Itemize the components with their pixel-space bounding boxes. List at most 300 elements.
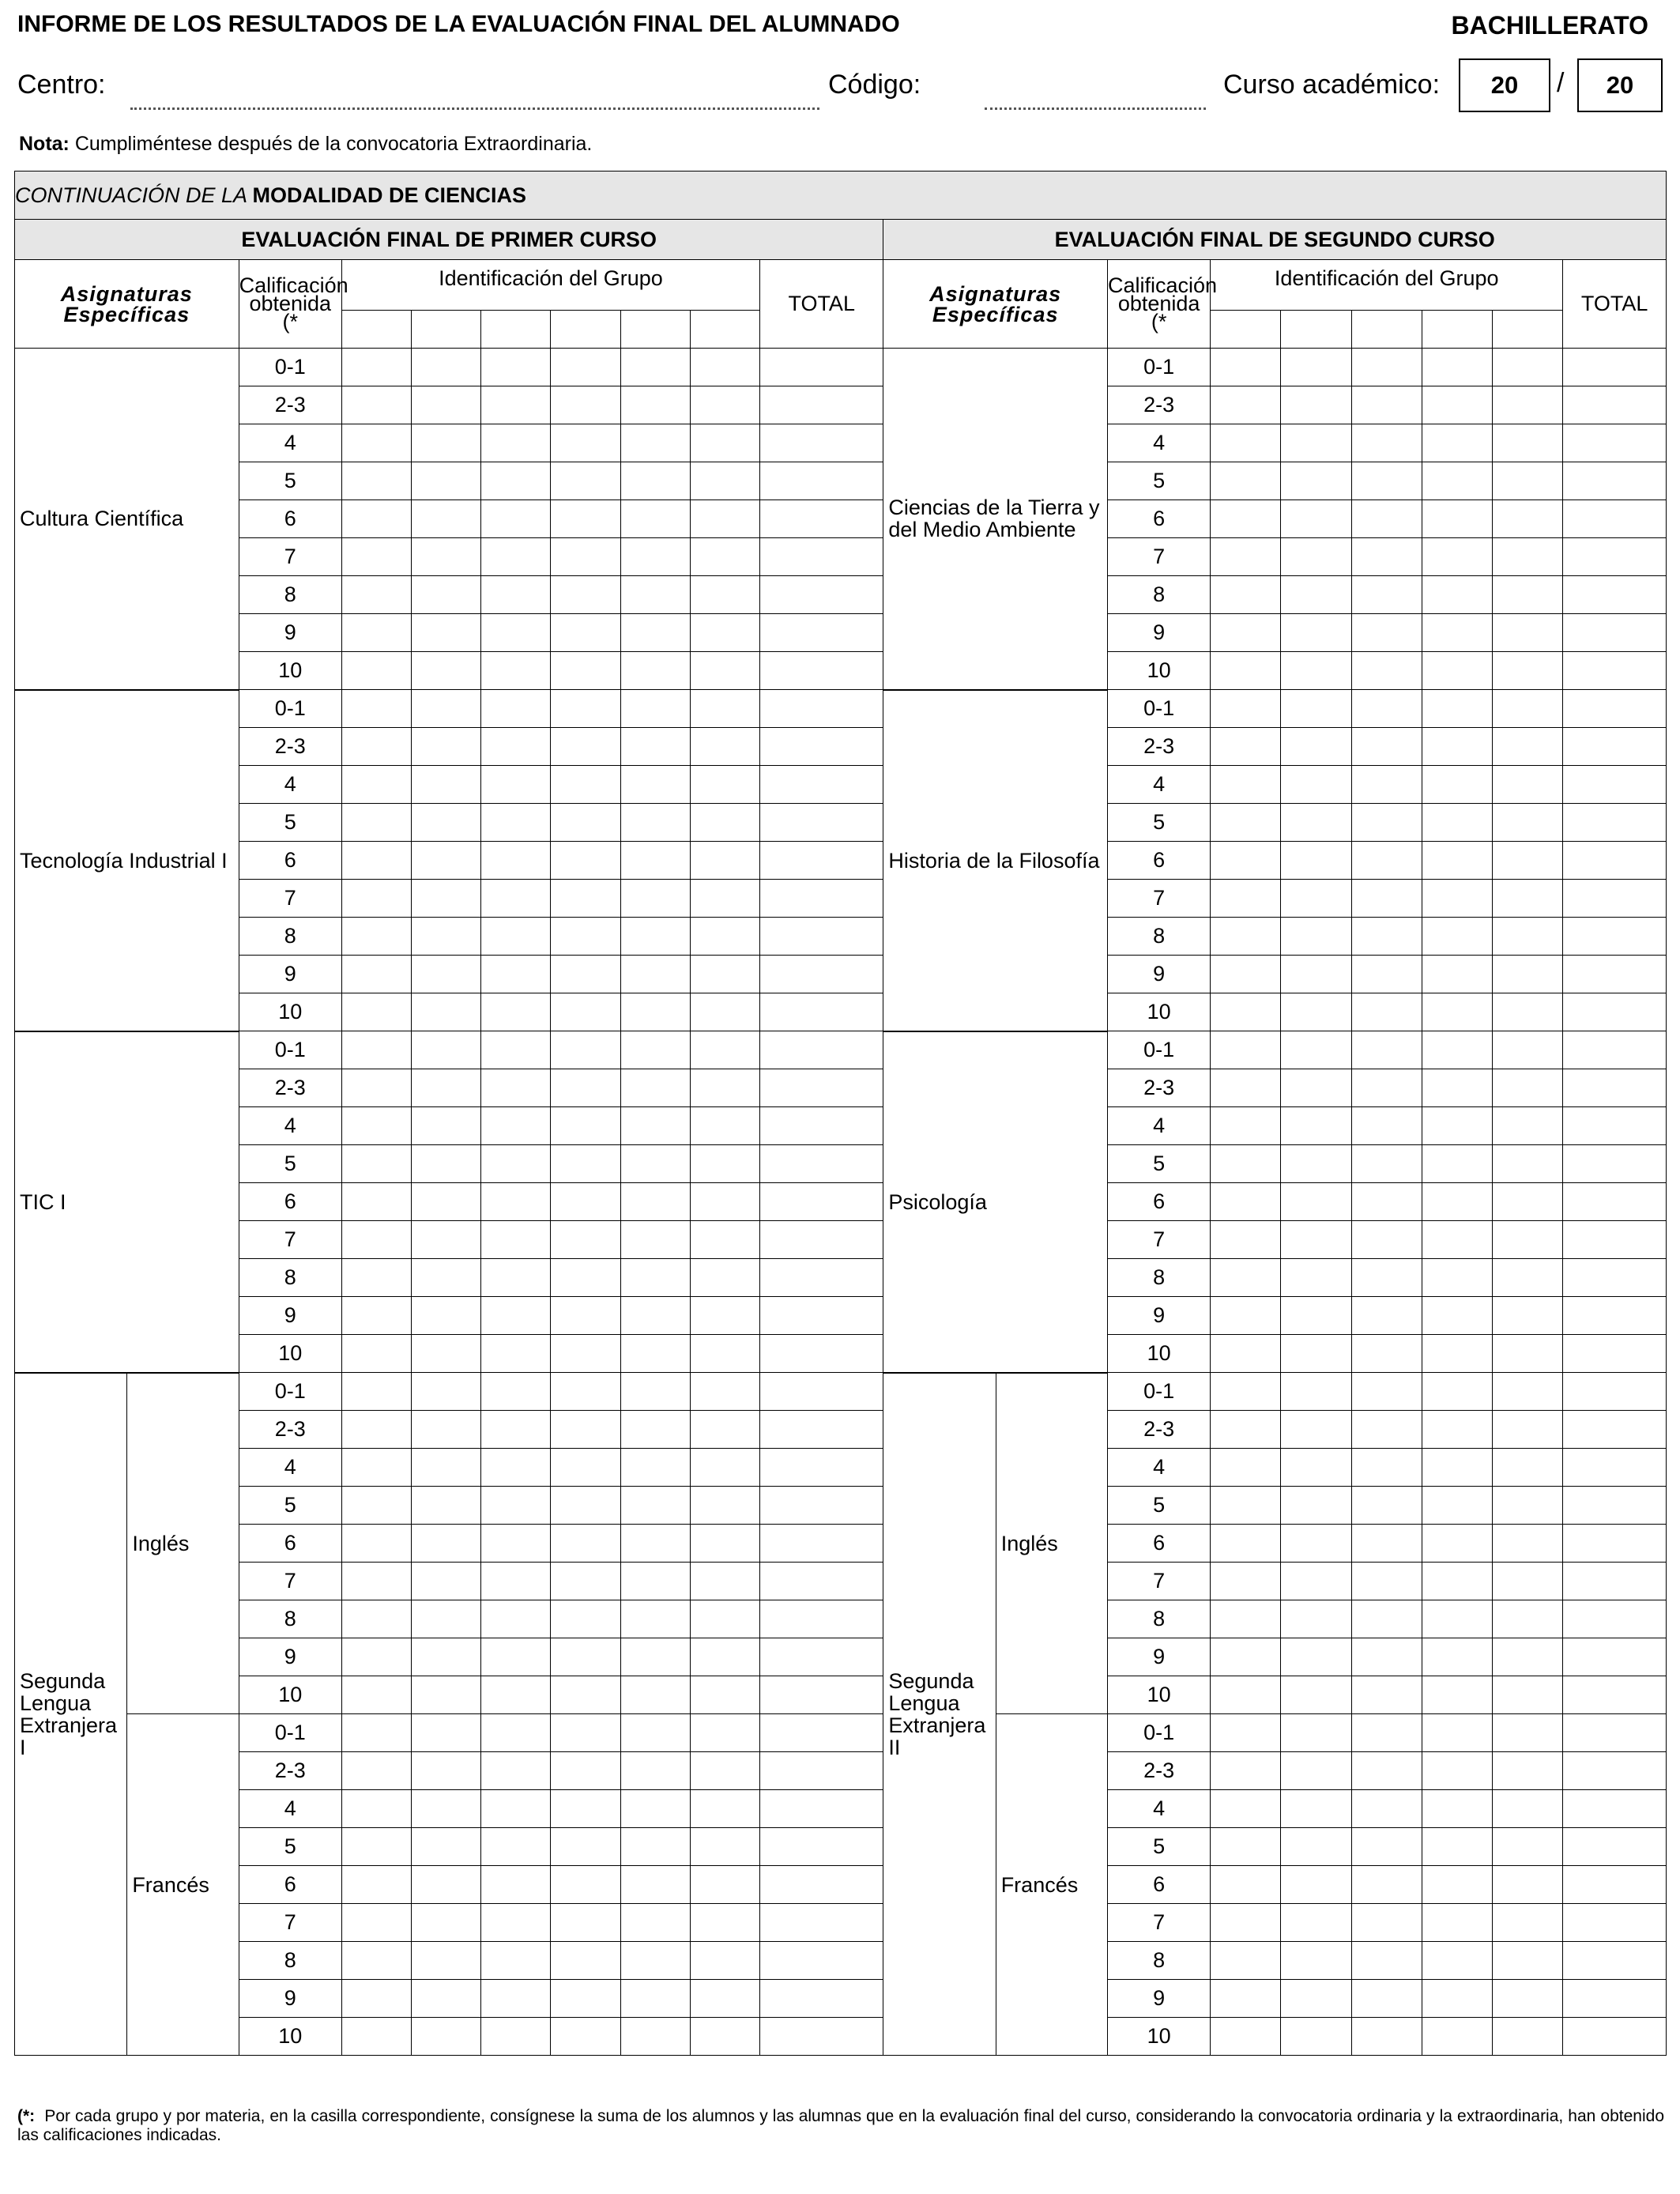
grupo-cell-left[interactable] xyxy=(551,1069,620,1107)
grupo-cell-left[interactable] xyxy=(481,1828,551,1866)
grupo-cell-left[interactable] xyxy=(620,1828,690,1866)
grupo-cell-left[interactable] xyxy=(551,918,620,956)
grupo-cell-right[interactable] xyxy=(1351,1866,1422,1904)
grupo-cell-left[interactable] xyxy=(620,1221,690,1259)
grupo-cell-left[interactable] xyxy=(690,462,759,500)
grupo-cell-right[interactable] xyxy=(1422,918,1492,956)
grupo-cell-left[interactable] xyxy=(341,538,411,576)
grupo-cell-left[interactable] xyxy=(551,1259,620,1297)
grupo-cell-right[interactable] xyxy=(1211,1563,1281,1600)
grupo-cell-left[interactable] xyxy=(341,1335,411,1373)
grupo-cell-left[interactable] xyxy=(341,386,411,424)
grupo-cell-left[interactable] xyxy=(481,1145,551,1183)
grupo-cell-right[interactable] xyxy=(1493,1904,1563,1942)
grupo-col[interactable] xyxy=(690,311,759,349)
grupo-cell-left[interactable] xyxy=(341,804,411,842)
grupo-cell-right[interactable] xyxy=(1351,576,1422,614)
grupo-cell-left[interactable] xyxy=(412,1487,481,1525)
grupo-cell-left[interactable] xyxy=(341,1145,411,1183)
grupo-cell-right[interactable] xyxy=(1351,1411,1422,1449)
grupo-cell-right[interactable] xyxy=(1493,1563,1563,1600)
grupo-cell-left[interactable] xyxy=(481,2018,551,2056)
total-cell-right[interactable] xyxy=(1563,349,1667,386)
grupo-cell-right[interactable] xyxy=(1351,1752,1422,1790)
grupo-cell-left[interactable] xyxy=(690,1107,759,1145)
grupo-cell-left[interactable] xyxy=(412,1183,481,1221)
grupo-cell-right[interactable] xyxy=(1211,1335,1281,1373)
total-cell-right[interactable] xyxy=(1563,918,1667,956)
grupo-cell-left[interactable] xyxy=(620,538,690,576)
total-cell-left[interactable] xyxy=(760,1183,883,1221)
grupo-cell-left[interactable] xyxy=(690,690,759,728)
total-cell-right[interactable] xyxy=(1563,1031,1667,1069)
grupo-cell-left[interactable] xyxy=(481,880,551,918)
grupo-cell-left[interactable] xyxy=(412,1790,481,1828)
grupo-cell-right[interactable] xyxy=(1493,500,1563,538)
grupo-cell-left[interactable] xyxy=(412,1107,481,1145)
grupo-cell-right[interactable] xyxy=(1422,1373,1492,1411)
grupo-cell-left[interactable] xyxy=(341,1411,411,1449)
total-cell-right[interactable] xyxy=(1563,1638,1667,1676)
grupo-cell-right[interactable] xyxy=(1211,349,1281,386)
grupo-cell-left[interactable] xyxy=(481,1335,551,1373)
grupo-cell-right[interactable] xyxy=(1351,1638,1422,1676)
grupo-cell-left[interactable] xyxy=(690,1676,759,1714)
grupo-cell-left[interactable] xyxy=(481,1600,551,1638)
grupo-cell-right[interactable] xyxy=(1422,1107,1492,1145)
grupo-col[interactable] xyxy=(412,311,481,349)
grupo-cell-left[interactable] xyxy=(620,500,690,538)
grupo-cell-right[interactable] xyxy=(1211,993,1281,1031)
grupo-col[interactable] xyxy=(620,311,690,349)
grupo-cell-right[interactable] xyxy=(1211,462,1281,500)
total-cell-right[interactable] xyxy=(1563,576,1667,614)
grupo-cell-left[interactable] xyxy=(412,1904,481,1942)
grupo-cell-right[interactable] xyxy=(1211,918,1281,956)
grupo-cell-right[interactable] xyxy=(1281,1259,1351,1297)
grupo-cell-right[interactable] xyxy=(1351,538,1422,576)
grupo-cell-right[interactable] xyxy=(1493,728,1563,766)
grupo-cell-right[interactable] xyxy=(1351,1525,1422,1563)
grupo-cell-left[interactable] xyxy=(620,728,690,766)
grupo-cell-right[interactable] xyxy=(1493,1752,1563,1790)
grupo-cell-left[interactable] xyxy=(690,728,759,766)
grupo-cell-left[interactable] xyxy=(341,462,411,500)
grupo-cell-right[interactable] xyxy=(1211,1942,1281,1980)
grupo-cell-right[interactable] xyxy=(1211,842,1281,880)
grupo-cell-left[interactable] xyxy=(481,349,551,386)
codigo-field[interactable] xyxy=(985,107,1206,110)
grupo-cell-left[interactable] xyxy=(620,1525,690,1563)
grupo-cell-right[interactable] xyxy=(1493,349,1563,386)
grupo-cell-left[interactable] xyxy=(341,349,411,386)
grupo-cell-right[interactable] xyxy=(1211,1297,1281,1335)
grupo-cell-left[interactable] xyxy=(551,1563,620,1600)
grupo-cell-right[interactable] xyxy=(1493,1942,1563,1980)
grupo-cell-right[interactable] xyxy=(1211,1221,1281,1259)
grupo-cell-left[interactable] xyxy=(341,576,411,614)
total-cell-left[interactable] xyxy=(760,1107,883,1145)
grupo-cell-left[interactable] xyxy=(412,1866,481,1904)
grupo-cell-right[interactable] xyxy=(1422,2018,1492,2056)
grupo-cell-right[interactable] xyxy=(1211,1411,1281,1449)
grupo-cell-left[interactable] xyxy=(620,1980,690,2018)
grupo-cell-right[interactable] xyxy=(1211,1487,1281,1525)
grupo-cell-right[interactable] xyxy=(1351,728,1422,766)
grupo-cell-left[interactable] xyxy=(620,1487,690,1525)
grupo-cell-right[interactable] xyxy=(1422,1487,1492,1525)
grupo-cell-left[interactable] xyxy=(481,386,551,424)
grupo-cell-left[interactable] xyxy=(341,1904,411,1942)
grupo-cell-left[interactable] xyxy=(620,1069,690,1107)
grupo-cell-right[interactable] xyxy=(1211,1259,1281,1297)
grupo-cell-right[interactable] xyxy=(1422,1904,1492,1942)
total-cell-right[interactable] xyxy=(1563,1449,1667,1487)
grupo-cell-right[interactable] xyxy=(1281,1487,1351,1525)
grupo-cell-left[interactable] xyxy=(690,1411,759,1449)
grupo-cell-right[interactable] xyxy=(1351,652,1422,690)
grupo-cell-left[interactable] xyxy=(551,1525,620,1563)
grupo-cell-left[interactable] xyxy=(412,993,481,1031)
grupo-cell-left[interactable] xyxy=(412,1942,481,1980)
total-cell-right[interactable] xyxy=(1563,1942,1667,1980)
grupo-cell-left[interactable] xyxy=(341,1487,411,1525)
grupo-cell-left[interactable] xyxy=(412,728,481,766)
grupo-cell-left[interactable] xyxy=(341,956,411,993)
grupo-cell-right[interactable] xyxy=(1422,1790,1492,1828)
grupo-cell-left[interactable] xyxy=(551,1714,620,1752)
grupo-cell-right[interactable] xyxy=(1211,1676,1281,1714)
grupo-cell-left[interactable] xyxy=(412,424,481,462)
grupo-cell-left[interactable] xyxy=(620,424,690,462)
grupo-cell-right[interactable] xyxy=(1422,1031,1492,1069)
grupo-cell-left[interactable] xyxy=(551,614,620,652)
grupo-cell-right[interactable] xyxy=(1281,349,1351,386)
grupo-cell-right[interactable] xyxy=(1281,1297,1351,1335)
grupo-cell-right[interactable] xyxy=(1351,1449,1422,1487)
grupo-cell-left[interactable] xyxy=(481,1980,551,2018)
total-cell-right[interactable] xyxy=(1563,956,1667,993)
total-cell-left[interactable] xyxy=(760,500,883,538)
grupo-cell-right[interactable] xyxy=(1351,1335,1422,1373)
grupo-cell-left[interactable] xyxy=(620,614,690,652)
grupo-cell-right[interactable] xyxy=(1211,500,1281,538)
grupo-cell-left[interactable] xyxy=(481,1487,551,1525)
grupo-cell-left[interactable] xyxy=(620,880,690,918)
grupo-cell-left[interactable] xyxy=(551,1221,620,1259)
grupo-cell-right[interactable] xyxy=(1422,1449,1492,1487)
grupo-cell-left[interactable] xyxy=(481,993,551,1031)
grupo-cell-right[interactable] xyxy=(1211,1373,1281,1411)
grupo-cell-right[interactable] xyxy=(1422,1335,1492,1373)
grupo-cell-right[interactable] xyxy=(1422,728,1492,766)
grupo-cell-right[interactable] xyxy=(1351,2018,1422,2056)
total-cell-right[interactable] xyxy=(1563,993,1667,1031)
grupo-cell-right[interactable] xyxy=(1422,1411,1492,1449)
grupo-cell-left[interactable] xyxy=(690,804,759,842)
grupo-cell-right[interactable] xyxy=(1351,880,1422,918)
grupo-cell-left[interactable] xyxy=(412,652,481,690)
total-cell-right[interactable] xyxy=(1563,1790,1667,1828)
grupo-cell-right[interactable] xyxy=(1281,1411,1351,1449)
grupo-cell-left[interactable] xyxy=(690,1183,759,1221)
grupo-cell-left[interactable] xyxy=(481,614,551,652)
total-cell-left[interactable] xyxy=(760,2018,883,2056)
grupo-cell-left[interactable] xyxy=(690,1790,759,1828)
grupo-cell-right[interactable] xyxy=(1351,690,1422,728)
grupo-cell-left[interactable] xyxy=(620,1449,690,1487)
total-cell-left[interactable] xyxy=(760,386,883,424)
grupo-cell-right[interactable] xyxy=(1281,1752,1351,1790)
grupo-cell-left[interactable] xyxy=(412,1752,481,1790)
grupo-cell-right[interactable] xyxy=(1493,1183,1563,1221)
total-cell-right[interactable] xyxy=(1563,652,1667,690)
grupo-cell-right[interactable] xyxy=(1211,728,1281,766)
grupo-cell-left[interactable] xyxy=(341,1866,411,1904)
grupo-cell-left[interactable] xyxy=(690,1600,759,1638)
grupo-cell-left[interactable] xyxy=(690,993,759,1031)
total-cell-left[interactable] xyxy=(760,1904,883,1942)
grupo-cell-right[interactable] xyxy=(1211,690,1281,728)
grupo-cell-left[interactable] xyxy=(551,804,620,842)
grupo-cell-right[interactable] xyxy=(1281,424,1351,462)
grupo-cell-right[interactable] xyxy=(1422,500,1492,538)
total-cell-right[interactable] xyxy=(1563,614,1667,652)
grupo-cell-right[interactable] xyxy=(1351,1790,1422,1828)
total-cell-left[interactable] xyxy=(760,1449,883,1487)
grupo-cell-left[interactable] xyxy=(481,1449,551,1487)
grupo-cell-left[interactable] xyxy=(341,1107,411,1145)
grupo-cell-left[interactable] xyxy=(341,1183,411,1221)
grupo-cell-left[interactable] xyxy=(551,386,620,424)
grupo-col[interactable] xyxy=(1281,311,1351,349)
grupo-cell-right[interactable] xyxy=(1493,424,1563,462)
grupo-cell-left[interactable] xyxy=(551,500,620,538)
grupo-cell-right[interactable] xyxy=(1493,1221,1563,1259)
grupo-cell-left[interactable] xyxy=(341,1942,411,1980)
grupo-cell-left[interactable] xyxy=(690,1335,759,1373)
grupo-cell-left[interactable] xyxy=(620,2018,690,2056)
grupo-cell-right[interactable] xyxy=(1351,842,1422,880)
grupo-cell-left[interactable] xyxy=(690,576,759,614)
grupo-cell-left[interactable] xyxy=(551,956,620,993)
grupo-cell-left[interactable] xyxy=(341,1221,411,1259)
grupo-cell-right[interactable] xyxy=(1211,1525,1281,1563)
grupo-cell-left[interactable] xyxy=(690,1942,759,1980)
grupo-cell-left[interactable] xyxy=(620,1600,690,1638)
grupo-cell-right[interactable] xyxy=(1281,576,1351,614)
grupo-cell-right[interactable] xyxy=(1281,842,1351,880)
grupo-cell-right[interactable] xyxy=(1422,1183,1492,1221)
grupo-cell-left[interactable] xyxy=(481,1069,551,1107)
grupo-cell-right[interactable] xyxy=(1211,880,1281,918)
grupo-cell-right[interactable] xyxy=(1422,993,1492,1031)
grupo-cell-left[interactable] xyxy=(412,1145,481,1183)
grupo-cell-left[interactable] xyxy=(690,918,759,956)
grupo-cell-right[interactable] xyxy=(1281,880,1351,918)
total-cell-left[interactable] xyxy=(760,462,883,500)
grupo-cell-right[interactable] xyxy=(1281,1525,1351,1563)
grupo-cell-right[interactable] xyxy=(1493,1449,1563,1487)
grupo-cell-left[interactable] xyxy=(690,1221,759,1259)
grupo-cell-right[interactable] xyxy=(1493,1031,1563,1069)
total-cell-left[interactable] xyxy=(760,614,883,652)
grupo-cell-left[interactable] xyxy=(481,766,551,804)
total-cell-left[interactable] xyxy=(760,1980,883,2018)
grupo-cell-left[interactable] xyxy=(690,1563,759,1600)
grupo-cell-left[interactable] xyxy=(620,918,690,956)
grupo-cell-right[interactable] xyxy=(1211,576,1281,614)
grupo-cell-left[interactable] xyxy=(620,652,690,690)
grupo-cell-left[interactable] xyxy=(620,1183,690,1221)
grupo-cell-right[interactable] xyxy=(1422,1259,1492,1297)
grupo-cell-left[interactable] xyxy=(341,766,411,804)
grupo-cell-right[interactable] xyxy=(1211,766,1281,804)
grupo-cell-right[interactable] xyxy=(1493,1600,1563,1638)
grupo-cell-left[interactable] xyxy=(412,386,481,424)
total-cell-right[interactable] xyxy=(1563,880,1667,918)
total-cell-right[interactable] xyxy=(1563,1828,1667,1866)
grupo-cell-right[interactable] xyxy=(1211,1866,1281,1904)
total-cell-left[interactable] xyxy=(760,1069,883,1107)
grupo-cell-left[interactable] xyxy=(481,538,551,576)
grupo-cell-right[interactable] xyxy=(1281,1714,1351,1752)
total-cell-right[interactable] xyxy=(1563,1904,1667,1942)
grupo-cell-left[interactable] xyxy=(481,690,551,728)
total-cell-right[interactable] xyxy=(1563,1335,1667,1373)
grupo-cell-left[interactable] xyxy=(412,1980,481,2018)
grupo-cell-right[interactable] xyxy=(1493,690,1563,728)
total-cell-left[interactable] xyxy=(760,1335,883,1373)
grupo-cell-right[interactable] xyxy=(1493,2018,1563,2056)
grupo-cell-right[interactable] xyxy=(1281,538,1351,576)
total-cell-right[interactable] xyxy=(1563,1866,1667,1904)
grupo-cell-right[interactable] xyxy=(1281,386,1351,424)
grupo-cell-left[interactable] xyxy=(341,1638,411,1676)
grupo-cell-left[interactable] xyxy=(412,1525,481,1563)
grupo-cell-right[interactable] xyxy=(1211,1752,1281,1790)
total-cell-left[interactable] xyxy=(760,349,883,386)
grupo-cell-left[interactable] xyxy=(481,1183,551,1221)
grupo-cell-left[interactable] xyxy=(620,956,690,993)
grupo-cell-right[interactable] xyxy=(1211,1449,1281,1487)
grupo-cell-left[interactable] xyxy=(690,1297,759,1335)
grupo-cell-right[interactable] xyxy=(1351,500,1422,538)
grupo-cell-right[interactable] xyxy=(1493,1069,1563,1107)
grupo-cell-left[interactable] xyxy=(620,1790,690,1828)
grupo-cell-right[interactable] xyxy=(1493,1373,1563,1411)
total-cell-right[interactable] xyxy=(1563,1107,1667,1145)
grupo-cell-right[interactable] xyxy=(1281,956,1351,993)
grupo-cell-left[interactable] xyxy=(481,576,551,614)
total-cell-right[interactable] xyxy=(1563,1714,1667,1752)
total-cell-right[interactable] xyxy=(1563,766,1667,804)
grupo-cell-left[interactable] xyxy=(620,386,690,424)
grupo-cell-right[interactable] xyxy=(1281,500,1351,538)
grupo-cell-right[interactable] xyxy=(1211,424,1281,462)
grupo-cell-right[interactable] xyxy=(1422,956,1492,993)
grupo-cell-left[interactable] xyxy=(551,1183,620,1221)
grupo-cell-left[interactable] xyxy=(690,1866,759,1904)
grupo-cell-right[interactable] xyxy=(1422,1525,1492,1563)
grupo-cell-right[interactable] xyxy=(1211,652,1281,690)
grupo-cell-right[interactable] xyxy=(1493,1335,1563,1373)
grupo-cell-right[interactable] xyxy=(1493,1487,1563,1525)
grupo-cell-left[interactable] xyxy=(690,1525,759,1563)
grupo-cell-left[interactable] xyxy=(341,1297,411,1335)
total-cell-right[interactable] xyxy=(1563,2018,1667,2056)
grupo-cell-left[interactable] xyxy=(690,1487,759,1525)
total-cell-right[interactable] xyxy=(1563,1676,1667,1714)
grupo-cell-left[interactable] xyxy=(481,842,551,880)
total-cell-right[interactable] xyxy=(1563,462,1667,500)
total-cell-left[interactable] xyxy=(760,1866,883,1904)
total-cell-left[interactable] xyxy=(760,918,883,956)
grupo-cell-right[interactable] xyxy=(1422,1714,1492,1752)
grupo-cell-left[interactable] xyxy=(690,424,759,462)
grupo-cell-right[interactable] xyxy=(1211,1107,1281,1145)
centro-field[interactable] xyxy=(130,107,819,110)
grupo-cell-left[interactable] xyxy=(690,614,759,652)
grupo-cell-left[interactable] xyxy=(341,690,411,728)
grupo-cell-left[interactable] xyxy=(551,1904,620,1942)
grupo-cell-left[interactable] xyxy=(481,1221,551,1259)
total-cell-right[interactable] xyxy=(1563,424,1667,462)
grupo-cell-left[interactable] xyxy=(481,1297,551,1335)
grupo-cell-right[interactable] xyxy=(1422,1828,1492,1866)
grupo-cell-right[interactable] xyxy=(1351,1828,1422,1866)
grupo-cell-left[interactable] xyxy=(481,500,551,538)
grupo-cell-left[interactable] xyxy=(412,538,481,576)
grupo-cell-left[interactable] xyxy=(341,993,411,1031)
total-cell-left[interactable] xyxy=(760,766,883,804)
grupo-cell-left[interactable] xyxy=(620,1031,690,1069)
grupo-cell-left[interactable] xyxy=(690,2018,759,2056)
grupo-cell-left[interactable] xyxy=(412,690,481,728)
grupo-cell-left[interactable] xyxy=(341,1714,411,1752)
grupo-cell-left[interactable] xyxy=(341,1676,411,1714)
grupo-cell-left[interactable] xyxy=(412,1335,481,1373)
grupo-cell-left[interactable] xyxy=(341,1828,411,1866)
grupo-cell-left[interactable] xyxy=(412,2018,481,2056)
grupo-cell-left[interactable] xyxy=(551,880,620,918)
grupo-cell-right[interactable] xyxy=(1493,842,1563,880)
total-cell-left[interactable] xyxy=(760,804,883,842)
grupo-cell-left[interactable] xyxy=(690,386,759,424)
grupo-cell-right[interactable] xyxy=(1351,1487,1422,1525)
grupo-cell-right[interactable] xyxy=(1281,766,1351,804)
grupo-cell-right[interactable] xyxy=(1211,956,1281,993)
grupo-cell-right[interactable] xyxy=(1281,1335,1351,1373)
grupo-cell-left[interactable] xyxy=(690,1904,759,1942)
grupo-cell-left[interactable] xyxy=(341,500,411,538)
grupo-cell-right[interactable] xyxy=(1351,462,1422,500)
grupo-cell-right[interactable] xyxy=(1422,1145,1492,1183)
grupo-cell-right[interactable] xyxy=(1211,804,1281,842)
grupo-cell-left[interactable] xyxy=(551,1828,620,1866)
total-cell-right[interactable] xyxy=(1563,1259,1667,1297)
grupo-col[interactable] xyxy=(1493,311,1563,349)
grupo-cell-right[interactable] xyxy=(1493,1866,1563,1904)
grupo-cell-left[interactable] xyxy=(690,652,759,690)
total-cell-right[interactable] xyxy=(1563,1752,1667,1790)
grupo-cell-left[interactable] xyxy=(412,956,481,993)
grupo-cell-left[interactable] xyxy=(412,1828,481,1866)
grupo-cell-left[interactable] xyxy=(341,1790,411,1828)
grupo-cell-right[interactable] xyxy=(1422,386,1492,424)
total-cell-left[interactable] xyxy=(760,1525,883,1563)
total-cell-right[interactable] xyxy=(1563,804,1667,842)
